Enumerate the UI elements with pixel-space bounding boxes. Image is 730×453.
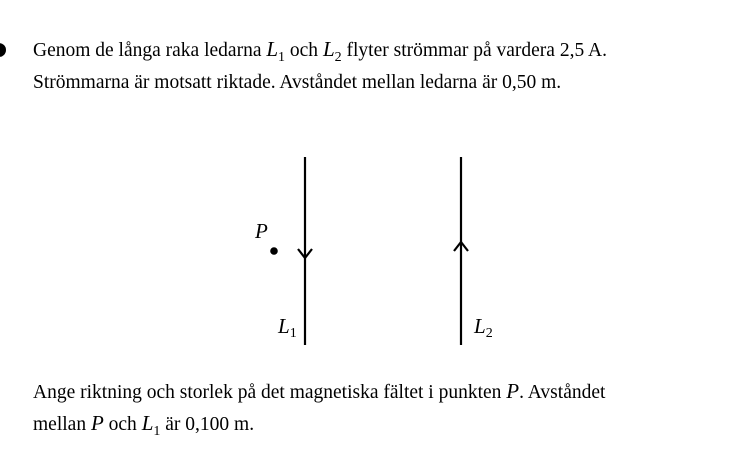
intro-line-2: Strömmarna är motsatt riktade. Avståndet mellan ledarna är 0,50 m. bbox=[33, 72, 562, 93]
math-l1: $L_1$ bbox=[266, 37, 286, 65]
math-p: P bbox=[90, 411, 104, 435]
math-l2: $L_2$ bbox=[322, 37, 342, 65]
wire-l1-label: L1 bbox=[278, 314, 297, 341]
point-p-dot bbox=[270, 247, 278, 255]
math-p: P bbox=[506, 379, 520, 403]
question-line-1: Ange riktning och storlek på det magnetiska fältet i punkten P. Avståndet bbox=[33, 379, 606, 403]
intro-text-a: Genom de långa raka ledarna bbox=[33, 40, 262, 61]
wire-l2-label: L2 bbox=[474, 314, 493, 341]
problem-question bbox=[33, 376, 605, 442]
intro-text-b: och bbox=[289, 40, 319, 61]
math-l1: $L_1$ bbox=[141, 411, 161, 439]
point-p-label: P bbox=[255, 219, 268, 243]
question-line-2: mellan P och $L_1$ är 0,100 m. bbox=[33, 411, 255, 439]
intro-text-c: flyter strömmar på vardera 2,5 A. bbox=[346, 40, 607, 61]
